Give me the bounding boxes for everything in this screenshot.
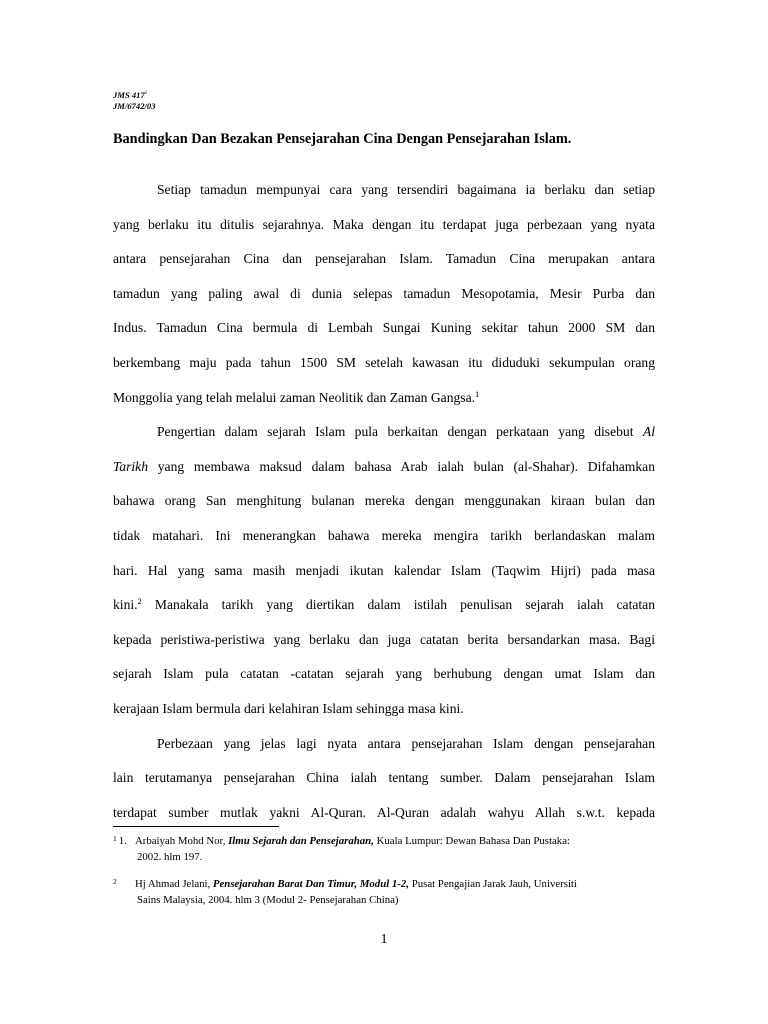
footnote-2 xyxy=(113,874,663,908)
footnote-2-line-2: Sains Malaysia, 2004. hlm 3 (Modul 2- Pensejarahan China) xyxy=(137,893,399,906)
p1-line-7: Monggolia yang telah melalui zaman Neolitik dan Zaman Gangsa.$^1$ xyxy=(113,388,480,405)
p2-line-2: Tarikh yang membawa maksud dalam bahasa Arab ialah bulan (al-Shahar). Difahamkan xyxy=(113,458,655,474)
p2-line-8: sejarah Islam pula catatan -catatan sejarah yang berhubung dengan umat Islam dan xyxy=(113,666,655,682)
p2-line-7: kepada peristiwa-peristiwa yang berlaku dan juga catatan berita bersandarkan masa. Bagi xyxy=(113,631,655,647)
p1-line-3: antara pensejarahan Cina dan pensejarahan Islam. Tamadun Cina merupakan antara xyxy=(113,251,655,267)
reference-number: JM/6742/03 xyxy=(113,100,156,111)
essay-title: Bandingkan Dan Bezakan Pensejarahan Cina Dengan Pensejarahan Islam. xyxy=(113,131,572,147)
p1-line-2: yang berlaku itu ditulis sejarahnya. Maka dengan itu terdapat juga perbezaan yang nyata xyxy=(113,216,655,232)
p2-line-3: bahawa orang San menghitung bulanan mereka dengan menggunakan kiraan bulan dan xyxy=(113,493,655,509)
footnote-ref-1[interactable]: 1 xyxy=(475,388,480,399)
p2-line-6: kini.$^2$ Manakala tarikh yang diertikan dalam istilah penulisan sejarah ialah catatan xyxy=(113,596,655,613)
essay-body xyxy=(113,175,655,832)
p1-line-4: tamadun yang paling awal di dunia selepas tamadun Mesopotamia, Mesir Purba dan xyxy=(113,285,655,301)
p2-line-1: Pengertian dalam sejarah Islam pula berkaitan dengan perkataan yang disebut Al xyxy=(157,424,655,440)
p2-line-4: tidak matahari. Ini menerangkan bahawa mereka mengira tarikh berlandaskan malam xyxy=(113,527,655,543)
p1-line-6: berkembang maju pada tahun 1500 SM setelah kawasan itu diduduki sekumpulan orang xyxy=(113,354,655,370)
p3-line-3: terdapat sumber mutlak yakni Al-Quran. Al-Quran adalah wahyu Allah s.w.t. kepada xyxy=(113,804,655,820)
footnote-2-mark: 2 xyxy=(113,877,117,886)
footnote-1-book-title: Ilmu Sejarah dan Pensejarahan, xyxy=(228,835,374,847)
p3-line-2: lain terutamanya pensejarahan China ialah tentang sumber. Dalam pensejarahan Islam xyxy=(113,770,655,786)
footnote-ref-2[interactable]: 2 xyxy=(137,596,142,607)
p2-line-9: kerajaan Islam bermula dari kelahiran Islam sehingga masa kini. xyxy=(113,700,464,716)
p1-line-1: Setiap tamadun mempunyai cara yang tersendiri bagaimana ia berlaku dan setiap xyxy=(157,182,655,197)
footnote-2-book-title: Pensejarahan Barat Dan Timur, Modul 1-2, xyxy=(212,878,410,890)
footnote-separator xyxy=(113,826,279,827)
footnote-1-line-2: 2002. hlm 197. xyxy=(137,850,203,863)
footnote-2-line-1: $^2$ Hj Ahmad Jelani, Pensejarahan Barat Dan Timur, Modul 1-2, Pusat Pengajian Jarak Jauh, Universiti xyxy=(113,877,577,890)
footnote-1 xyxy=(113,831,663,865)
footnote-1-mark: 1 xyxy=(113,834,117,843)
p3-line-1: Perbezaan yang jelas lagi nyata antara pensejarahan Islam dengan pensejarahan xyxy=(157,735,655,751)
p2-line-5: hari. Hal yang sama masih menjadi ikutan kalendar Islam (Taqwim Hijri) pada masa xyxy=(113,562,655,578)
course-code: JMS $417^1$ xyxy=(113,89,148,100)
p1-line-5: Indus. Tamadun Cina bermula di Lembah Sungai Kuning sekitar tahun 2000 SM dan xyxy=(113,320,655,336)
header-block xyxy=(113,88,156,112)
footnote-1-line-1: $^1$ 1. Arbaiyah Mohd Nor, Ilmu Sejarah dan Pensejarahan, Kuala Lumpur: Dewan Bahasa Dan Pustaka: xyxy=(113,834,570,847)
page-number: 1 xyxy=(380,932,388,947)
